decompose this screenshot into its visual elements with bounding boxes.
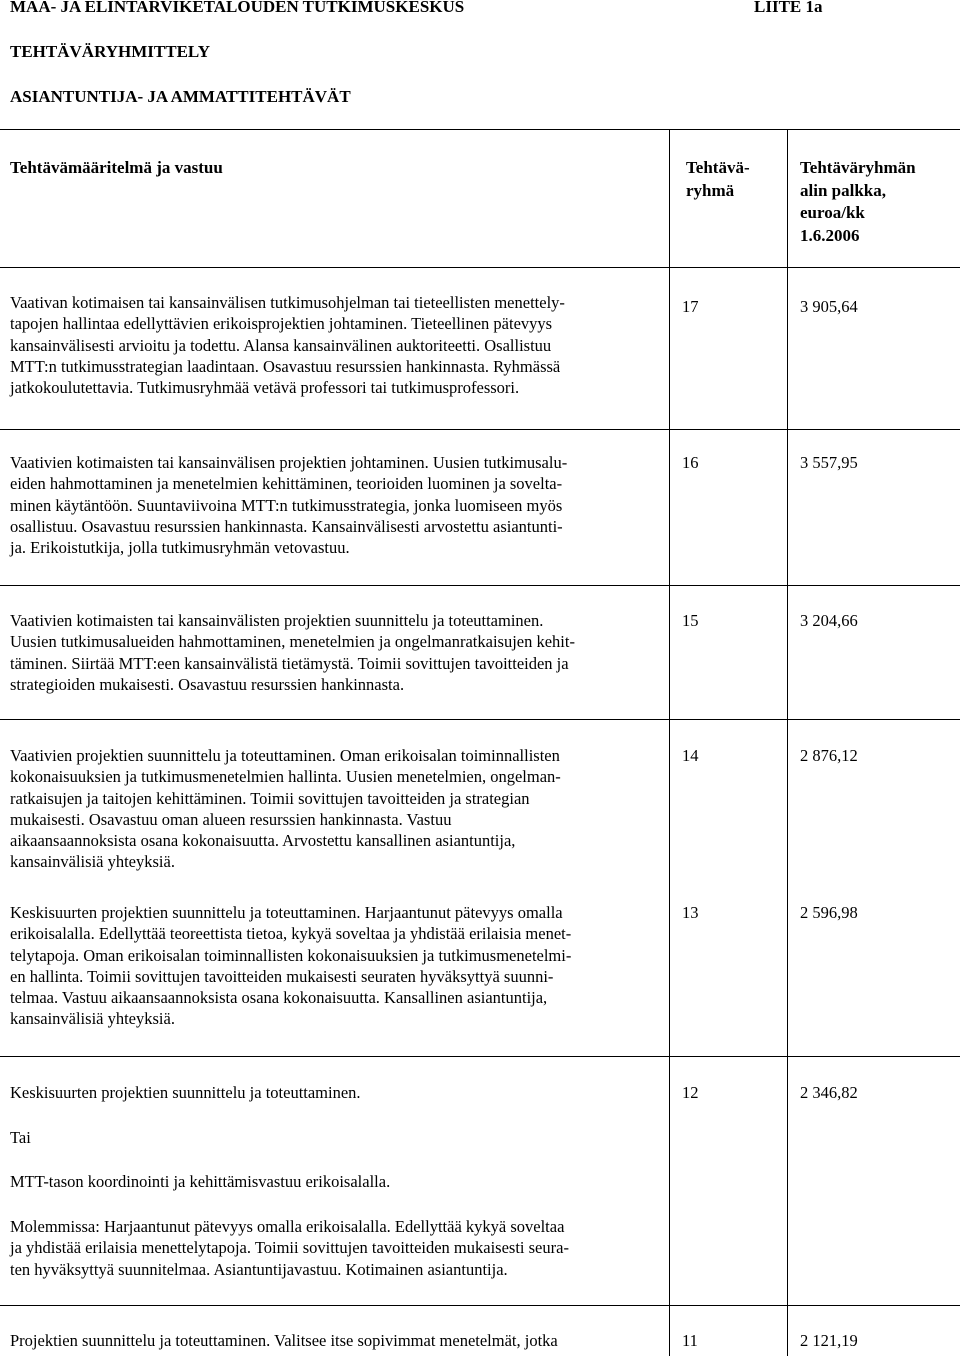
row-divider <box>0 585 960 586</box>
column-header-group: Tehtävä- ryhmä <box>686 158 750 200</box>
table-row-description: Keskisuurten projektien suunnittelu ja toteuttaminen. Harjaantunut pätevyys omalla erikoisalalla. Edellyttää teoreettista tietoa, kykyä soveltaa ja yhdistää erilaisia menet- telytapoja. Oman erikoisalan toiminnallisten kokonaisuuksien ja tutkimusmenetelmi- en hallinta. Toimii sovittujen tavoitteiden mukaisesti seuraten hyväksyttyä suunni- telmaa. Vastuu aikaansaannoksista osana kokonaisuutta. Kansallinen asiantuntija, kansainvälisiä yhteyksiä. <box>10 903 572 1029</box>
task-group-value: 17 <box>682 297 699 316</box>
column-divider-salary <box>787 130 788 1356</box>
column-divider-group <box>669 130 670 1356</box>
table-row-description: Projektien suunnittelu ja toteuttaminen. Valitsee itse sopivimmat menetelmät, jotka <box>10 1331 558 1350</box>
task-group-value: 15 <box>682 611 699 630</box>
salary-value: 2 346,82 <box>800 1083 858 1102</box>
task-group-value: 12 <box>682 1083 699 1102</box>
document-subtitle: ASIANTUNTIJA- JA AMMATTITEHTÄVÄT <box>10 87 351 106</box>
salary-value: 2 121,19 <box>800 1331 858 1350</box>
column-header-description: Tehtävämääritelmä ja vastuu <box>10 158 223 177</box>
annex-label: LIITE 1a <box>754 0 823 16</box>
row-divider <box>0 267 960 268</box>
row-divider <box>0 1056 960 1057</box>
task-group-value: 11 <box>682 1331 698 1350</box>
column-header-salary: Tehtäväryhmän alin palkka, euroa/kk 1.6.2006 <box>800 158 916 245</box>
table-row-description: Molemmissa: Harjaantunut pätevyys omalla erikoisalalla. Edellyttää kykyä soveltaa ja yhdistää erilaisia menettelytapoja. Toimii sovittujen tavoitteiden mukaisesti seura- ten hyväksyttyä suunnitelmaa. Asiantuntijavastuu. Kotimainen asiantuntija. <box>10 1217 569 1279</box>
organization-name: MAA- JA ELINTARVIKETALOUDEN TUTKIMUSKESKUS <box>10 0 465 16</box>
task-group-value: 14 <box>682 746 699 765</box>
row-divider <box>0 719 960 720</box>
table-row-description: Vaativien kotimaisten tai kansainvälisen projektien johtaminen. Uusien tutkimusalu- eiden hahmottaminen ja menetelmien kehittäminen, teorioiden luominen ja sovelta- minen käytäntöön. Suuntaviivoina MTT:n tutkimusstrategia, jonka luomiseen myös osallistuu. Osavastuu resurssien hankinnasta. Kansainvälisesti arvostettu asiantunti- ja. Erikoistutkija, jolla tutkimusryhmän vetovastuu. <box>10 453 568 558</box>
table-row-description: Tai <box>10 1128 31 1147</box>
task-group-value: 16 <box>682 453 699 472</box>
document-title: TEHTÄVÄRYHMITTELY <box>10 42 210 61</box>
row-divider <box>0 429 960 430</box>
table-row-description: Vaativien projektien suunnittelu ja toteuttaminen. Oman erikoisalan toiminnallisten kokonaisuuksien ja tutkimusmenetelmien hallinta. Uusien menetelmien, ongelman- ratkaisujen ja taitojen kehittäminen. Toimii sovittujen tavoitteiden ja strategian mukaisesti. Osavastuu oman alueen resurssien hankinnasta. Vastuu aikaansaannoksista osana kokonaisuutta. Arvostettu kansallinen asiantuntija, kansainvälisiä yhteyksiä. <box>10 746 561 872</box>
table-row-description: Vaativien kotimaisten tai kansainvälisten projektien suunnittelu ja toteuttaminen. Uusien tutkimusalueiden hahmottaminen, menetelmien ja ongelmanratkaisujen kehit- täminen. Siirtää MTT:een kansainvälistä tietämystä. Toimii sovittujen tavoitteiden ja strategioiden mukaisesti. Osavastuu resurssien hankinnasta. <box>10 611 575 694</box>
task-group-value: 13 <box>682 903 699 922</box>
row-divider <box>0 1305 960 1306</box>
table-row-description: Keskisuurten projektien suunnittelu ja toteuttaminen. <box>10 1083 361 1102</box>
table-row-description: MTT-tason koordinointi ja kehittämisvastuu erikoisalalla. <box>10 1172 391 1191</box>
table-row-description: Vaativan kotimaisen tai kansainvälisen tutkimusohjelman tai tieteellisten menettely- tapojen hallintaa edellyttävien erikoisprojektien johtaminen. Tieteellinen pätevyys kansainvälisesti arvioitu ja todettu. Alansa kansainvälinen auktoriteetti. Osallistuu MTT:n tutkimusstrategian laadintaan. Osavastuu resurssien hankinnasta. Ryhmässä jatkokoulutettavia. Tutkimusryhmää vetävä professori tai tutkimusprofessori. <box>10 293 565 398</box>
table-top-border <box>0 129 960 130</box>
salary-value: 2 596,98 <box>800 903 858 922</box>
salary-value: 2 876,12 <box>800 746 858 765</box>
salary-value: 3 905,64 <box>800 297 858 316</box>
salary-value: 3 204,66 <box>800 611 858 630</box>
salary-value: 3 557,95 <box>800 453 858 472</box>
